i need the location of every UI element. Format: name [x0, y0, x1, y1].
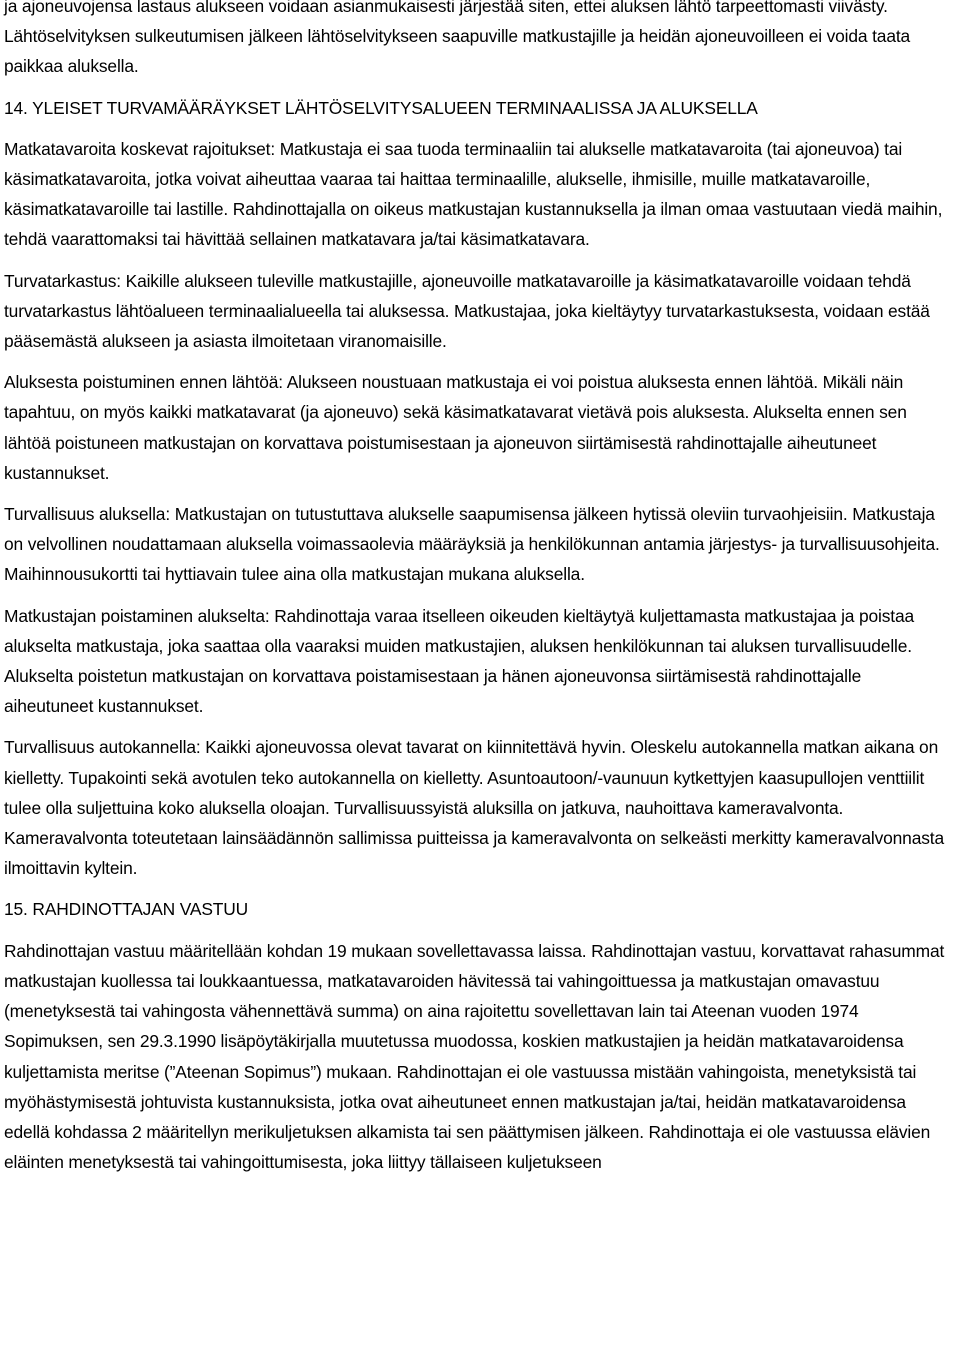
intro-paragraph: ja ajoneuvojensa lastaus alukseen voidaan asianmukaisesti järjestää siten, ettei aluksen lähtö tarpeettomasti viivästy. Lähtöselvityksen sulkeutumisen jälkeen lähtöselvitykseen saapuville matkustajille ja heidän ajoneuvoilleen ei voida taata paikkaa aluksella.: [4, 0, 911, 77]
paragraph-carrier-liability: Rahdinottajan vastuu määritellään kohdan 19 mukaan sovellettavassa laissa. Rahdinottajan vastuu, korvattavat rahasummat matkustajan kuollessa tai loukkaantuessa, matkatavaroiden hävitessä tai vahingoittuessa ja matkustajan omavastuu (menetyksestä tai vahingosta vähennettävä summa) on aina rajoitettu sovellettavan lain tai Ateenan vuoden 1974 Sopimuksen, sen 29.3.1990 lisäpöytäkirjalla muutetussa muodossa, koskien matkustajien ja heidän matkatavaroidensa kuljettamista meritse (”Ateenan Sopimus”) mukaan. Rahdinottajan ei ole vastuussa mistään vahingoista, menetyksistä tai myöhästymisestä johtuvista kustannuksista, jotka ovat aiheutuneet ennen matkustajan ja/tai, heidän matkatavaroidensa edellä kohdassa 2 määritellyn merikuljetuksen alkamista tai sen päättymisen jälkeen. Rahdinottaja ei ole vastuussa elävien eläinten menetyksestä tai vahingoittumisesta, joka liittyy tällaiseen kuljetukseen: [4, 940, 945, 1173]
section-15-heading: 15. RAHDINOTTAJAN VASTUU: [4, 899, 249, 920]
paragraph-baggage-restrictions: Matkatavaroita koskevat rajoitukset: Matkustaja ei saa tuoda terminaaliin tai alukselle matkatavaroita (tai ajoneuvoa) tai käsimatkatavaroita, jotka voivat aiheuttaa vaaraa tai haittaa terminaalille, alukselle, ihmisille, muille matkatavaroille, käsimatkatavaroille tai lastille. Rahdinottajalla on oikeus matkustajan kustannuksella ja ilman omaa vastuutaan viedä maihin, tehdä vaarattomaksi tai hävittää sellainen matkatavara ja/tai käsimatkatavara.: [4, 138, 943, 250]
paragraph-security-check: Turvatarkastus: Kaikille alukseen tuleville matkustajille, ajoneuvoille matkatavaroille ja käsimatkatavaroille voidaan tehdä turvatarkastus lähtöalueen terminaalialueella tai aluksessa. Matkustajaa, joka kieltäytyy turvatarkastuksesta, voidaan estää pääsemästä alukseen ja asiasta ilmoitetaan viranomaisille.: [4, 270, 930, 352]
paragraph-car-deck-safety: Turvallisuus autokannella: Kaikki ajoneuvossa olevat tavarat on kiinnitettävä hyvin. Oleskelu autokannella matkan aikana on kielletty. Tupakointi sekä avotulen teko autokannella on kielletty. Asuntoautoon/-vaunuun kytkettyjen kaasupullojen venttiilit tulee olla suljettuina koko aluksella oloajan. Turvallisuussyistä aluksilla on jatkuva, nauhoittava kameravalvonta. Kameravalvonta toteutetaan lainsäädännön sallimissa puitteissa ja kameravalvonta on selkeästi merkitty kameravalvonnasta ilmoittavin kyltein.: [4, 737, 944, 879]
paragraph-leaving-before-departure: Aluksesta poistuminen ennen lähtöä: Alukseen noustuaan matkustaja ei voi poistua aluksesta ennen lähtöä. Mikäli näin tapahtuu, on myös kaikki matkatavarat (ja ajoneuvo) sekä käsimatkatavarat vietävä pois aluksesta. Alukselta ennen sen lähtöä poistuneen matkustajan on korvattava poistumisestaan ja ajoneuvon siirtämisestä rahdinottajalle aiheutuneet kustannukset.: [4, 372, 907, 483]
section-14-heading: 14. YLEISET TURVAMÄÄRÄYKSET LÄHTÖSELVITYSALUEEN TERMINAALISSA JA ALUKSELLA: [4, 97, 758, 118]
paragraph-safety-onboard: Turvallisuus aluksella: Matkustajan on tutustuttava alukselle saapumisensa jälkeen hytissä oleviin turvaohjeisiin. Matkustaja on velvollinen noudattamaan aluksella voimassaolevia määräyksiä ja henkilökunnan antamia järjestys- ja turvallisuusohjeita. Maihinnousukortti tai hyttiavain tulee aina olla matkustajan mukana aluksella.: [4, 504, 940, 585]
paragraph-removal-of-passenger: Matkustajan poistaminen alukselta: Rahdinottaja varaa itselleen oikeuden kieltäytyä kuljettamasta matkustajaa ja poistaa alukselta matkustaja, joka saattaa olla vaaraksi muiden matkustajien, aluksen henkilökunnan tai aluksen turvallisuudelle. Alukselta poistetun matkustajan on korvattava poistamisestaan ja hänen ajoneuvonsa siirtämisestä rahdinottajalle aiheutuneet kustannukset.: [4, 605, 915, 717]
document-page: [4, 0, 954, 1188]
